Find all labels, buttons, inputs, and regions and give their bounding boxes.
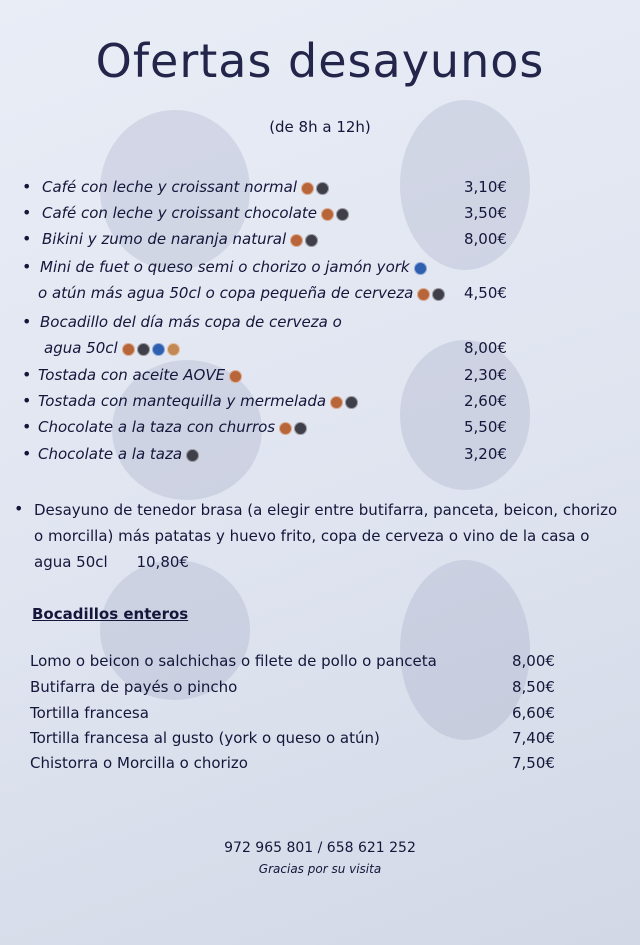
allergen-icons bbox=[122, 340, 182, 358]
watermark-logo bbox=[400, 340, 530, 490]
bocadillo-price: 8,00€ bbox=[512, 652, 555, 670]
bocadillo-name: Butifarra de payés o pincho bbox=[30, 678, 238, 696]
orange-allergen-icon bbox=[229, 370, 242, 383]
bocadillo-price: 6,60€ bbox=[512, 704, 555, 722]
bocadillo-name: Lomo o beicon o salchichas o filete de pollo o panceta bbox=[30, 652, 437, 670]
tan-allergen-icon bbox=[167, 343, 180, 356]
bullet-icon: • bbox=[22, 177, 32, 196]
section-title: Bocadillos enteros bbox=[32, 605, 189, 623]
dark-allergen-icon bbox=[345, 396, 358, 409]
offer-item-price: 8,00€ bbox=[464, 339, 507, 357]
footer-thanks: Gracias por su visita bbox=[258, 862, 382, 876]
dark-allergen-icon bbox=[186, 449, 199, 462]
dark-allergen-icon bbox=[336, 208, 349, 221]
offer-item-text: Café con leche y croissant normal bbox=[42, 178, 331, 197]
allergen-icons bbox=[279, 419, 309, 437]
offer-item-price: 3,50€ bbox=[464, 204, 507, 222]
offer-item-price: 5,50€ bbox=[464, 418, 507, 436]
offer-item-price: 2,30€ bbox=[464, 366, 507, 384]
breakfast-fork-text: Desayuno de tenedor brasa (a elegir entre butifarra, panceta, beicon, chorizo o morcilla) más patatas y huevo frito, copa de cerveza o vino de la casa o agua 50cl bbox=[34, 501, 618, 571]
offer-item-text: Mini de fuet o queso semi o chorizo o jamón york bbox=[40, 258, 429, 277]
orange-allergen-icon bbox=[301, 182, 314, 195]
breakfast-fork-price: 10,80€ bbox=[136, 553, 189, 571]
allergen-icons bbox=[229, 367, 244, 385]
offer-item-text: Bocadillo del día más copa de cerveza o bbox=[40, 313, 342, 331]
page-subtitle: (de 8h a 12h) bbox=[269, 118, 371, 136]
blue-allergen-icon bbox=[414, 262, 427, 275]
breakfast-fork-offer bbox=[34, 497, 624, 575]
orange-allergen-icon bbox=[122, 343, 135, 356]
bocadillo-price: 7,40€ bbox=[512, 729, 555, 747]
offer-item-price: 2,60€ bbox=[464, 392, 507, 410]
offer-item-price: 3,20€ bbox=[464, 445, 507, 463]
blue-allergen-icon bbox=[152, 343, 165, 356]
bullet-icon: • bbox=[22, 229, 32, 248]
offer-item-price: 4,50€ bbox=[464, 284, 507, 302]
offer-item-price: 3,10€ bbox=[464, 178, 507, 196]
allergen-icons bbox=[301, 179, 331, 197]
bullet-icon: • bbox=[22, 391, 32, 410]
orange-allergen-icon bbox=[321, 208, 334, 221]
bocadillo-price: 7,50€ bbox=[512, 754, 555, 772]
bocadillo-price: 8,50€ bbox=[512, 678, 555, 696]
bullet-icon: • bbox=[22, 365, 32, 384]
orange-allergen-icon bbox=[417, 288, 430, 301]
offer-item-text: Chocolate a la taza con churros bbox=[38, 418, 309, 437]
orange-allergen-icon bbox=[290, 234, 303, 247]
page-title: Ofertas desayunos bbox=[95, 34, 545, 88]
orange-allergen-icon bbox=[330, 396, 343, 409]
bocadillo-name: Tortilla francesa bbox=[30, 704, 149, 722]
footer-phone: 972 965 801 / 658 621 252 bbox=[224, 840, 416, 856]
bullet-icon: • bbox=[14, 499, 24, 518]
offer-item-price: 8,00€ bbox=[464, 230, 507, 248]
dark-allergen-icon bbox=[432, 288, 445, 301]
offer-item-text: Tostada con aceite AOVE bbox=[38, 366, 244, 385]
orange-allergen-icon bbox=[279, 422, 292, 435]
offer-item-text: Bikini y zumo de naranja natural bbox=[42, 230, 320, 249]
bullet-icon: • bbox=[22, 257, 32, 276]
bullet-icon: • bbox=[22, 417, 32, 436]
bullet-icon: • bbox=[22, 203, 32, 222]
allergen-icons bbox=[417, 285, 447, 303]
watermark-logo bbox=[400, 560, 530, 740]
offer-item-text: o atún más agua 50cl o copa pequeña de cerveza bbox=[38, 284, 447, 303]
offer-item-text: agua 50cl bbox=[44, 339, 182, 358]
bocadillo-name: Chistorra o Morcilla o chorizo bbox=[30, 754, 248, 772]
bullet-icon: • bbox=[22, 312, 32, 331]
allergen-icons bbox=[321, 205, 351, 223]
offer-item-text: Tostada con mantequilla y mermelada bbox=[38, 392, 360, 411]
allergen-icons bbox=[290, 231, 320, 249]
dark-allergen-icon bbox=[294, 422, 307, 435]
bocadillo-name: Tortilla francesa al gusto (york o queso o atún) bbox=[30, 729, 380, 747]
dark-allergen-icon bbox=[305, 234, 318, 247]
bullet-icon: • bbox=[22, 444, 32, 463]
offer-item-text: Chocolate a la taza bbox=[38, 445, 201, 464]
offer-item-text: Café con leche y croissant chocolate bbox=[42, 204, 351, 223]
dark-allergen-icon bbox=[316, 182, 329, 195]
allergen-icons bbox=[330, 393, 360, 411]
allergen-icons bbox=[186, 446, 201, 464]
dark-allergen-icon bbox=[137, 343, 150, 356]
allergen-icons bbox=[414, 259, 429, 277]
